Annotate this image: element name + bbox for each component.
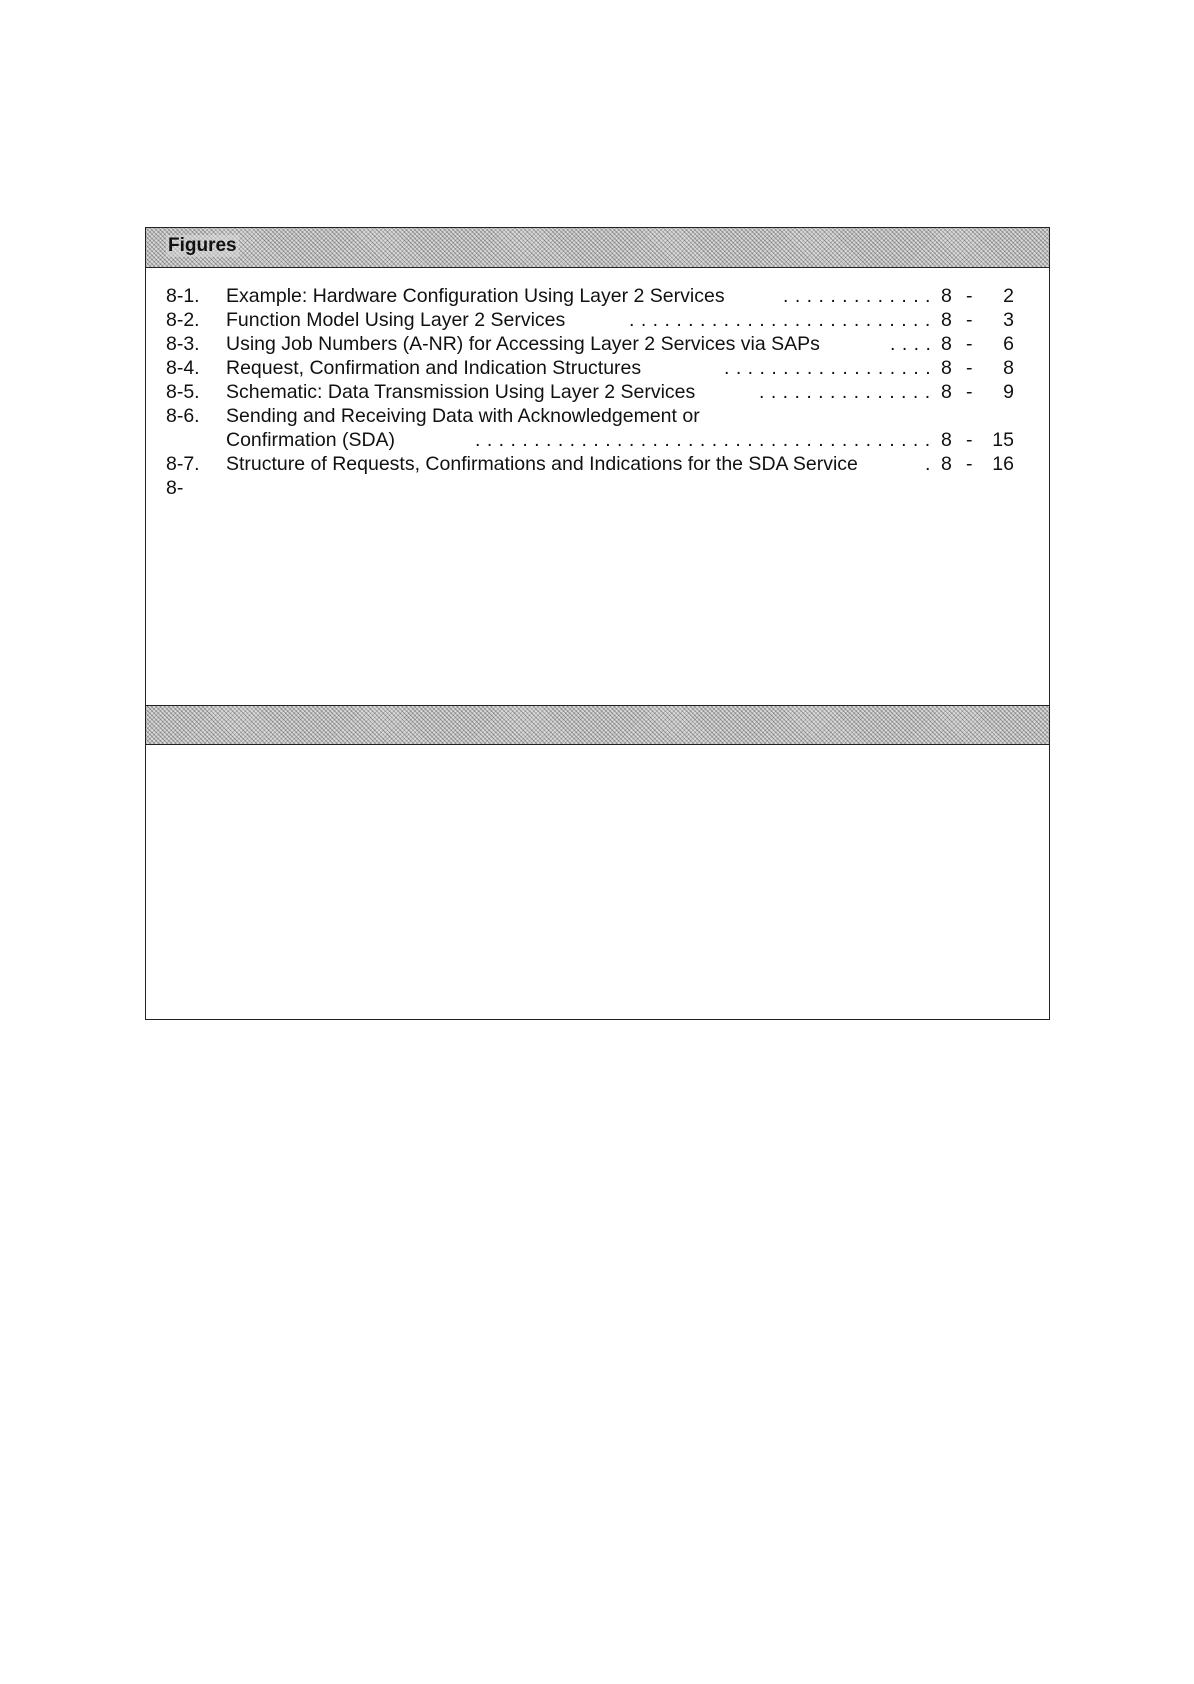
figure-title: Schematic: Data Transmission Using Layer 2 Services bbox=[226, 381, 696, 403]
figure-entry[interactable] bbox=[166, 428, 1026, 452]
page-chapter: 8 bbox=[941, 429, 952, 451]
dot-leader: . . . . . . . . . . . . . . . . . . . . . . . . . . . . . . . . . . . . . . . bbox=[475, 429, 931, 451]
empty-lower-panel bbox=[146, 745, 1049, 1019]
figure-number: 8-6. bbox=[166, 405, 200, 427]
page-chapter: 8 bbox=[941, 333, 952, 355]
page-number: 2 bbox=[1003, 285, 1014, 307]
page-separator: - bbox=[966, 357, 973, 379]
figure-number: 8-5. bbox=[166, 381, 200, 403]
figure-entry[interactable] bbox=[166, 476, 1026, 500]
figure-number: 8- bbox=[166, 477, 184, 499]
figures-section-title: Figures bbox=[168, 235, 237, 256]
figure-title: Structure of Requests, Confirmations and Indications for the SDA Service bbox=[226, 453, 858, 475]
figure-entry[interactable] bbox=[166, 356, 1026, 380]
dot-leader: . . . . bbox=[890, 333, 932, 355]
figures-header-bar bbox=[146, 228, 1049, 268]
figure-entry[interactable] bbox=[166, 332, 1026, 356]
dot-leader: . bbox=[925, 453, 931, 475]
page-separator: - bbox=[966, 453, 973, 475]
page-chapter: 8 bbox=[941, 453, 952, 475]
figure-entry[interactable] bbox=[166, 284, 1026, 308]
page-chapter: 8 bbox=[941, 381, 952, 403]
figures-entry-list bbox=[166, 284, 1026, 500]
figure-title: Request, Confirmation and Indication Structures bbox=[226, 357, 642, 379]
page-separator: - bbox=[966, 285, 973, 307]
page-separator: - bbox=[966, 381, 973, 403]
figure-number: 8-7. bbox=[166, 453, 200, 475]
page-chapter: 8 bbox=[941, 357, 952, 379]
page-number: 3 bbox=[1003, 309, 1014, 331]
figure-title: Using Job Numbers (A-NR) for Accessing Layer 2 Services via SAPs bbox=[226, 333, 820, 355]
dot-leader: . . . . . . . . . . . . . . . bbox=[759, 381, 931, 403]
figure-title: Example: Hardware Configuration Using Layer 2 Services bbox=[226, 285, 725, 307]
dot-leader: . . . . . . . . . . . . . . . . . . bbox=[724, 357, 932, 379]
page-separator: - bbox=[966, 309, 973, 331]
page-number: 6 bbox=[1003, 333, 1014, 355]
figure-entry[interactable] bbox=[166, 404, 1026, 428]
figures-list-frame bbox=[145, 227, 1050, 1020]
figure-number: 8-3. bbox=[166, 333, 200, 355]
figure-entry[interactable] bbox=[166, 308, 1026, 332]
page-separator: - bbox=[966, 333, 973, 355]
figure-entry[interactable] bbox=[166, 452, 1026, 476]
figure-title: Function Model Using Layer 2 Services bbox=[226, 309, 566, 331]
figure-number: 8-2. bbox=[166, 309, 200, 331]
page-number: 16 bbox=[992, 453, 1014, 475]
page-number: 15 bbox=[992, 429, 1014, 451]
figure-entry[interactable] bbox=[166, 380, 1026, 404]
secondary-header-bar bbox=[146, 705, 1049, 745]
page-number: 9 bbox=[1003, 381, 1014, 403]
figure-title: Sending and Receiving Data with Acknowledgement or bbox=[226, 405, 700, 427]
dot-leader: . . . . . . . . . . . . . . . . . . . . . . . . . . bbox=[629, 309, 931, 331]
page-separator: - bbox=[966, 429, 973, 451]
dot-leader: . . . . . . . . . . . . . bbox=[783, 285, 931, 307]
figure-number: 8-4. bbox=[166, 357, 200, 379]
page-chapter: 8 bbox=[941, 309, 952, 331]
figure-title: Confirmation (SDA) bbox=[226, 429, 396, 451]
page-number: 8 bbox=[1003, 357, 1014, 379]
figure-number: 8-1. bbox=[166, 285, 200, 307]
page-chapter: 8 bbox=[941, 285, 952, 307]
